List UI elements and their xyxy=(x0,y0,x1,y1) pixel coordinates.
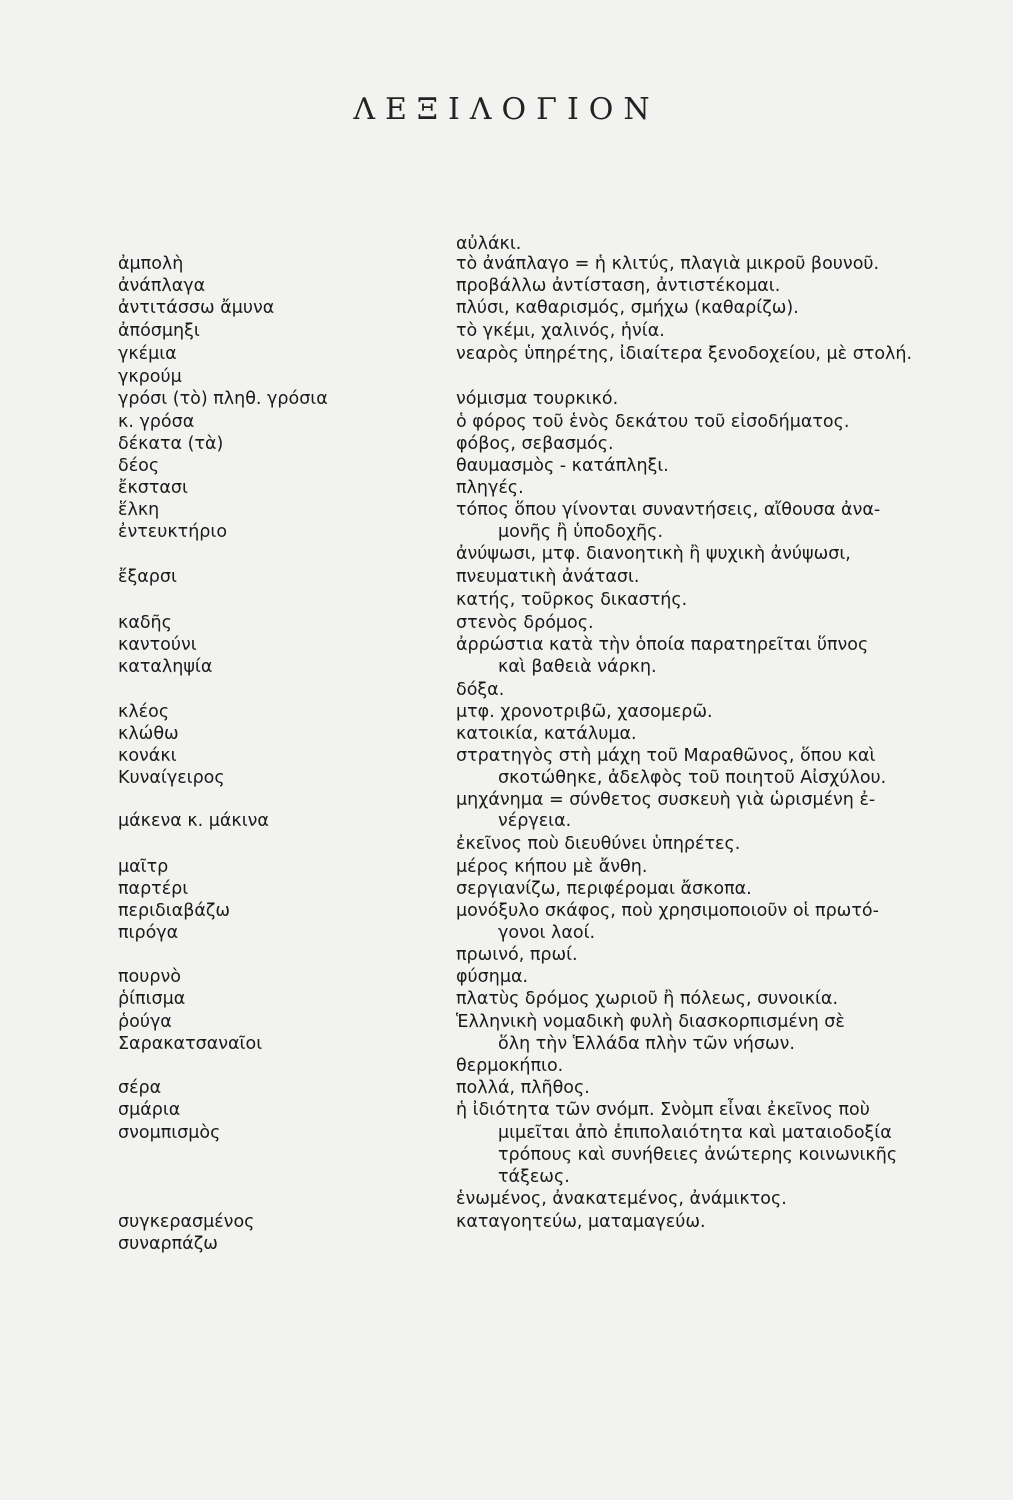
glossary-term: ἀμπολὴ xyxy=(118,254,184,274)
glossary-definition: μονόξυλο σκάφος, ποὺ χρησιμοποιοῦν οἱ πρωτό- xyxy=(456,901,879,921)
glossary-row xyxy=(0,634,1013,656)
glossary-term: μάκενα κ. μάκινα xyxy=(118,811,269,831)
glossary-definition-continued: τρόπους καὶ συνήθειες ἀνώτερης κοινωνικῆς xyxy=(498,1145,898,1165)
glossary-row xyxy=(0,789,1013,811)
glossary-term: συναρπάζω xyxy=(118,1234,218,1254)
glossary-definition-continued: μονῆς ἢ ὑποδοχῆς. xyxy=(498,522,664,542)
glossary-row xyxy=(0,253,1013,275)
glossary-term: ἀπόσμηξι xyxy=(118,321,200,341)
glossary-term: καδῆς xyxy=(118,613,172,633)
glossary-term: κ. γρόσα xyxy=(118,412,195,432)
glossary-term: δέκατα (τὰ) xyxy=(118,434,224,454)
glossary-row xyxy=(0,856,1013,878)
glossary-term: ῥίπισμα xyxy=(118,989,186,1009)
glossary-row xyxy=(0,1033,1013,1055)
glossary-definition: φύσημα. xyxy=(456,967,529,987)
glossary-term: σνομπισμὸς xyxy=(118,1123,221,1143)
glossary-definition: ἀνύψωσι, μτφ. διανοητικὴ ἢ ψυχικὴ ἀνύψωσι, xyxy=(456,544,851,564)
glossary-row xyxy=(0,1011,1013,1033)
glossary-definition-continued: μιμεῖται ἀπὸ ἐπιπολαιότητα καὶ ματαιοδοξία xyxy=(498,1123,892,1143)
glossary-row xyxy=(0,922,1013,944)
glossary-row xyxy=(0,499,1013,521)
glossary-definition: ἐκεῖνος ποὺ διευθύνει ὑπηρέτες. xyxy=(456,834,741,854)
glossary-row xyxy=(0,1144,1013,1166)
glossary-row xyxy=(0,701,1013,723)
glossary-definition: καταγοητεύω, ματαμαγεύω. xyxy=(456,1212,706,1232)
glossary-term: Σαρακατσαναῖοι xyxy=(118,1034,263,1054)
glossary-term: γρόσι (τὸ) πληθ. γρόσια xyxy=(118,389,328,409)
glossary-row xyxy=(0,233,1013,255)
glossary-row xyxy=(0,656,1013,678)
glossary-row xyxy=(0,966,1013,988)
glossary-definition-continued: γονοι λαοί. xyxy=(498,923,596,943)
glossary-definition: θερμοκήπιο. xyxy=(456,1056,564,1076)
glossary-row xyxy=(0,1166,1013,1188)
glossary-term: πιρόγα xyxy=(118,923,179,943)
glossary-definition: ὁ φόρος τοῦ ἑνὸς δεκάτου τοῦ εἰσοδήματος. xyxy=(456,412,850,432)
glossary-definition: ἑνωμένος, ἀνακατεμένος, ἀνάμικτος. xyxy=(456,1189,787,1209)
glossary-definition-continued: νέργεια. xyxy=(498,811,572,831)
glossary-row xyxy=(0,1077,1013,1099)
glossary-term: Κυναίγειρος xyxy=(118,768,225,788)
glossary-term: κλέος xyxy=(118,702,170,722)
glossary-row xyxy=(0,944,1013,966)
glossary-definition: πνευματικὴ ἀνάτασι. xyxy=(456,567,640,587)
glossary-definition-continued: καὶ βαθειὰ νάρκη. xyxy=(498,657,657,677)
glossary-row xyxy=(0,343,1013,365)
glossary-row xyxy=(0,566,1013,588)
glossary-term: γκέμια xyxy=(118,344,177,364)
glossary-term: ἀντιτάσσω ἄμυνα xyxy=(118,298,275,318)
glossary-definition-continued: σκοτώθηκε, ἀδελφὸς τοῦ ποιητοῦ Αἰσχύλου. xyxy=(498,768,887,788)
glossary-row xyxy=(0,723,1013,745)
glossary-term: συγκερασμένος xyxy=(118,1212,255,1232)
glossary-row xyxy=(0,1188,1013,1210)
glossary-row xyxy=(0,745,1013,767)
glossary-definition: πλύσι, καθαρισμός, σμήχω (καθαρίζω). xyxy=(456,298,799,318)
glossary-definition: νόμισμα τουρκικό. xyxy=(456,389,619,409)
glossary-term: ἀνάπλαγα xyxy=(118,276,206,296)
glossary-row xyxy=(0,612,1013,634)
glossary-definition: ἡ ἰδιότητα τῶν σνόμπ. Σνὸμπ εἶναι ἐκεῖνος ποὺ xyxy=(456,1100,870,1120)
glossary-term: ἔκστασι xyxy=(118,478,188,498)
glossary-term: κονάκι xyxy=(118,746,177,766)
glossary-definition: μηχάνημα = σύνθετος συσκευὴ γιὰ ὡρισμένη ἐ- xyxy=(456,790,876,810)
glossary-row xyxy=(0,388,1013,410)
glossary-row xyxy=(0,1233,1013,1255)
glossary-definition: μέρος κήπου μὲ ἄνθη. xyxy=(456,857,648,877)
glossary-term: σέρα xyxy=(118,1078,162,1098)
glossary-row xyxy=(0,455,1013,477)
glossary-term: ἕλκη xyxy=(118,500,160,520)
glossary-term: κλώθω xyxy=(118,724,179,744)
glossary-row xyxy=(0,543,1013,565)
glossary-row xyxy=(0,320,1013,342)
glossary-row xyxy=(0,589,1013,611)
glossary-definition: τὸ ἀνάπλαγο = ἡ κλιτύς, πλαγιὰ μικροῦ βουνοῦ. xyxy=(456,254,880,274)
glossary-definition: δόξα. xyxy=(456,680,505,700)
glossary-row xyxy=(0,810,1013,832)
glossary-row xyxy=(0,900,1013,922)
glossary-row xyxy=(0,1099,1013,1121)
glossary-definition: πληγές. xyxy=(456,478,524,498)
glossary-row xyxy=(0,679,1013,701)
glossary-definition: τόπος ὅπου γίνονται συναντήσεις, αἴθουσα ἀνα- xyxy=(456,500,881,520)
glossary-definition: πλατὺς δρόμος χωριοῦ ἢ πόλεως, συνοικία. xyxy=(456,989,839,1009)
glossary-row xyxy=(0,1211,1013,1233)
glossary-term: ἔξαρσι xyxy=(118,567,177,587)
glossary-definition: τὸ γκέμι, χαλινός, ἡνία. xyxy=(456,321,665,341)
glossary-term: σμάρια xyxy=(118,1100,181,1120)
glossary-row xyxy=(0,767,1013,789)
glossary-row xyxy=(0,878,1013,900)
glossary-row xyxy=(0,988,1013,1010)
glossary-definition: Ἑλληνικὴ νομαδικὴ φυλὴ διασκορπισμένη σὲ xyxy=(456,1012,845,1032)
glossary-term: πουρνὸ xyxy=(118,967,181,987)
glossary-definition-continued: τάξεως. xyxy=(498,1167,570,1187)
glossary-row xyxy=(0,275,1013,297)
glossary-row xyxy=(0,521,1013,543)
glossary-row xyxy=(0,833,1013,855)
glossary-row xyxy=(0,366,1013,388)
glossary-definition-continued: ὅλη τὴν Ἑλλάδα πλὴν τῶν νήσων. xyxy=(498,1034,795,1054)
glossary-term: καντούνι xyxy=(118,635,197,655)
glossary-term: ῥούγα xyxy=(118,1012,172,1032)
glossary-term: ἐντευκτήριο xyxy=(118,522,228,542)
glossary-definition: στενὸς δρόμος. xyxy=(456,613,594,633)
glossary-definition: προβάλλω ἀντίσταση, ἀντιστέκομαι. xyxy=(456,276,781,296)
glossary-definition: ἀρρώστια κατὰ τὴν ὁποία παρατηρεῖται ὕπνος xyxy=(456,635,869,655)
glossary-row xyxy=(0,297,1013,319)
glossary-definition: φόβος, σεβασμός. xyxy=(456,434,614,454)
glossary-row xyxy=(0,1055,1013,1077)
glossary-term: δέος xyxy=(118,456,160,476)
glossary-definition: αὐλάκι. xyxy=(456,234,522,254)
glossary-definition: κατής, τοῦρκος δικαστής. xyxy=(456,590,688,610)
glossary-term: μαῖτρ xyxy=(118,857,169,877)
glossary-definition: νεαρὸς ὑπηρέτης, ἰδιαίτερα ξενοδοχείου, μὲ στολή. xyxy=(456,344,913,364)
glossary-row xyxy=(0,411,1013,433)
glossary-definition: πρωινό, πρωί. xyxy=(456,945,578,965)
glossary-row xyxy=(0,477,1013,499)
glossary-definition: κατοικία, κατάλυμα. xyxy=(456,724,637,744)
glossary-term: περιδιαβάζω xyxy=(118,901,231,921)
glossary-definition: μτφ. χρονοτριβῶ, χασομερῶ. xyxy=(456,702,713,722)
glossary-term: παρτέρι xyxy=(118,879,189,899)
glossary-definition: θαυμασμὸς - κατάπληξι. xyxy=(456,456,669,476)
glossary-term: καταληψία xyxy=(118,657,213,677)
glossary-row xyxy=(0,1122,1013,1144)
glossary-term: γκρούμ xyxy=(118,367,182,387)
glossary-definition: σεργιανίζω, περιφέρομαι ἄσκοπα. xyxy=(456,879,752,899)
glossary-definition: πολλά, πλῆθος. xyxy=(456,1078,590,1098)
glossary-definition: στρατηγὸς στὴ μάχη τοῦ Μαραθῶνος, ὅπου καὶ xyxy=(456,746,876,766)
glossary-row xyxy=(0,433,1013,455)
page-title: ΛΕΞΙΛΟΓΙΟΝ xyxy=(353,92,660,127)
